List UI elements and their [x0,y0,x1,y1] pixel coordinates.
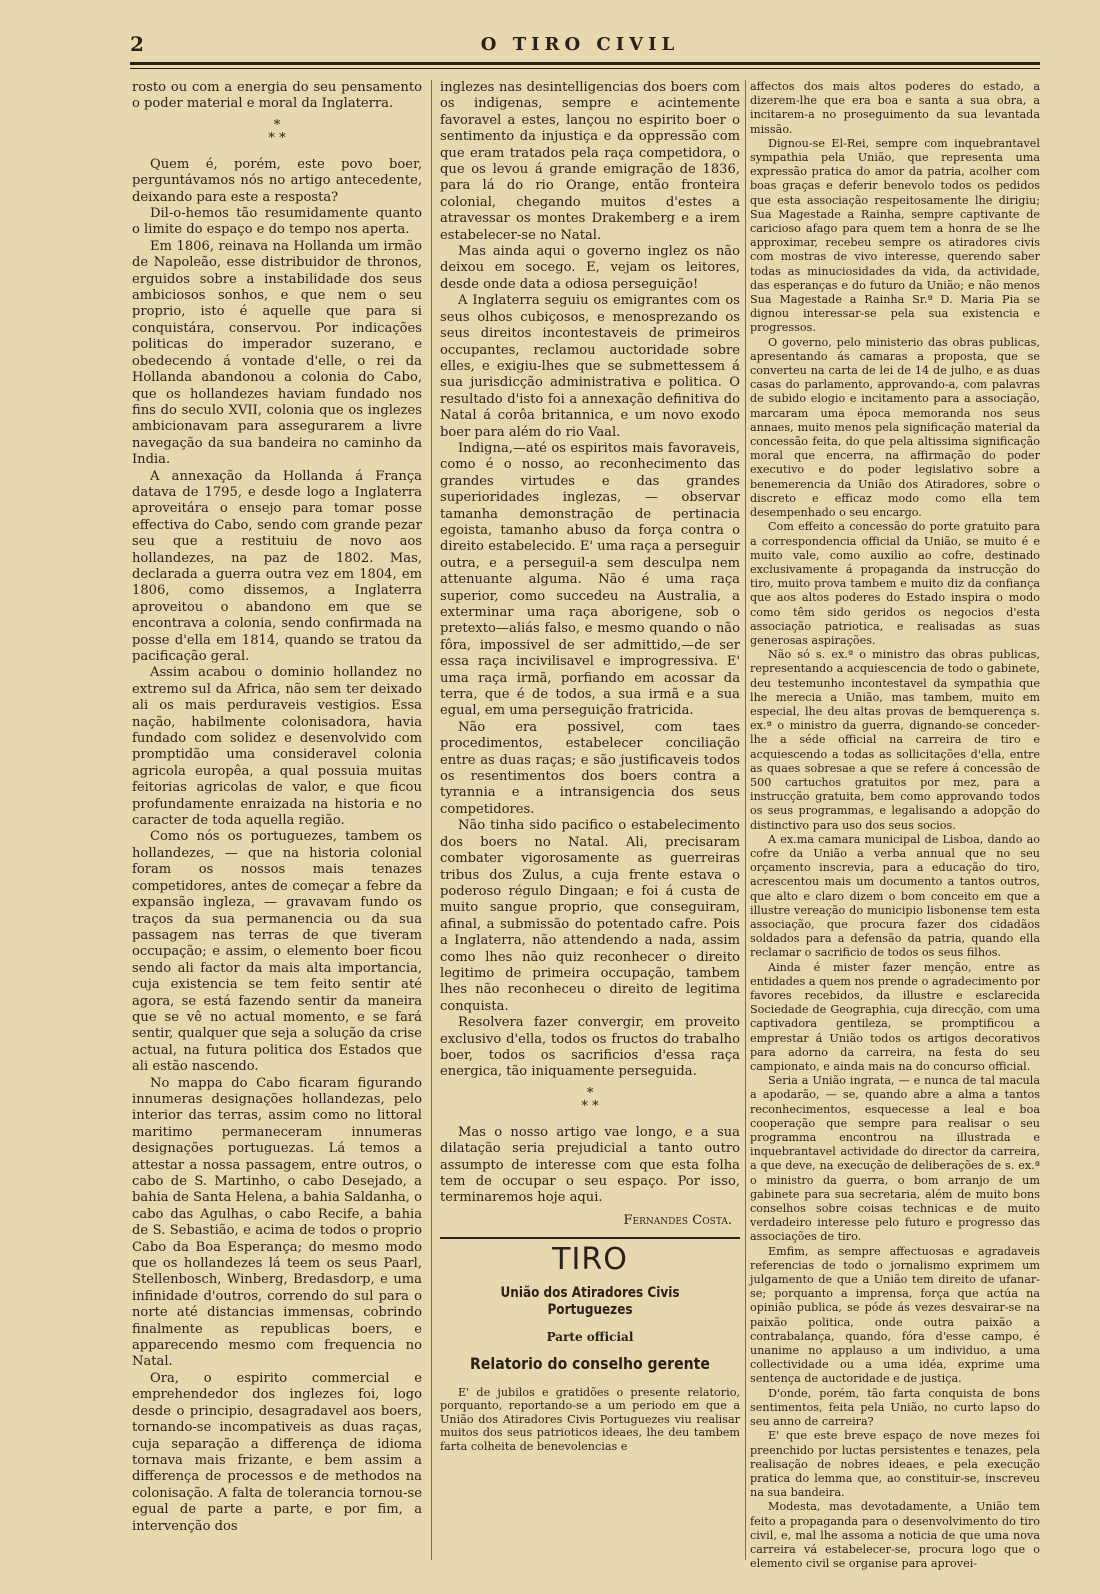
section-stars [440,1087,740,1113]
author-signature: Fernandes Costa. [623,1212,732,1228]
article-paragraph: O governo, pelo ministerio das obras publicas, apresentando ás camaras a proposta, que se converteu na carta de lei de 14 de julho, e as duas casas do parlamento, approvando-a, com palavras de subido elogio e incitamento para a associação, marcaram uma época memoranda nos seus annaes, muito menos pela significação material da concessão feita, do que pela altissima significação moral que encerra, na affirmação do poder executivo e do poder legislativo sobre a benemerencia da União dos Atiradores, sobre o discreto e efficaz modo como ella tem desempenhado o seu encargo. [750,335,1040,520]
header-rule-thin [130,68,1040,69]
column-1 [132,80,422,1560]
stars-top: * [273,117,281,133]
parte-official-heading: Parte official [546,1330,634,1345]
article-paragraph: Modesta, mas devotadamente, a União tem feito a propaganda para o desenvolvimento do tiro civil, e, mal lhe assoma a noticia de que uma nova carreira vá estabelecer-se, procura logo que o elemento civil se organise para aprovei- [750,1500,1040,1571]
union-heading: União dos Atiradores Civis Portuguezes [500,1285,680,1319]
section-rule [440,1237,740,1239]
article-paragraph: Emfim, as sempre affectuosas e agradaveis referencias de todo o jornalismo exprimem um julgamento de que a União tem direito de ufanar-se; porquanto a imprensa, força que actúa na opinião publica, se póde ás vezes desvairar-se na paixão politica, onde outra paixão a contrabalança, quando, fóra d'esse campo, é unanime no applauso a um individuo, a uma collectividade ou a uma idéa, exprime uma sentença de auctoridade e de justiça. [750,1244,1040,1386]
stars-bottom: * * [581,1098,599,1114]
section-stars [132,119,422,145]
article-paragraph: D'onde, porém, tão farta conquista de bons sentimentos, feita pela União, no curto lapso do seu anno de carreira? [750,1386,1040,1429]
article-paragraph: Ainda é mister fazer menção, entre as entidades a quem nos prende o agradecimento por favores recebidos, da illustre e esclarecida Sociedade de Geographia, cuja direcção, com uma captivadora gentileza, se promptificou a emprestar á União todos os artigos decorativos para adorno da carreira, na festa do seu campionato, e ainda mais na do concurso official. [750,960,1040,1074]
article-paragraph: E' de jubilos e gratidões o presente relatorio, porquanto, reportando-se a um periodo em que a União dos Atiradores Civis Portuguezes viu realisar muitos dos seus patrioticos ideaes, lhe deu tambem farta colheita de benevolencias e [440,1385,740,1453]
article-paragraph: Seria a União ingrata, — e nunca de tal macula a apodarão, — se, quando abre a alma a tantos reconhecimentos, esquecesse a leal e boa cooperação que sempre para realisar o seu programma encontrou na illustrada e inquebrantavel actividade do director da carreira, a que deve, na execução de deliberações de s. ex.ª o ministro da guerra, o bom arranjo de um gabinete para sua secretaria, além de muito bons conselhos sobre coisas technicas e de muito verdadeiro interesse pelo futuro e progresso das associações de tiro. [750,1074,1040,1244]
article-paragraph: Assim acabou o dominio hollandez no extremo sul da Africa, não sem ter deixado ali os mais perduraveis vestigios. Essa nação, habilmente colonisadora, havia fundado com solidez e desenvolvido com promptidão uma consideravel colonia agricola europêa, a qual possuia muitas feitorias agricolas de valor, e que ficou profundamente enraizada na historia e no caracter de toda aquella região. [132,665,422,829]
article-paragraph: rosto ou com a energia do seu pensamento o poder material e moral da Inglaterra. [132,80,422,112]
article-paragraph: Com effeito a concessão do porte gratuito para a correspondencia official da União, se muito é e muito vale, como auxilio ao cofre, destinado exclusivamente á propaganda da instrucção do tiro, muito prova tambem e muito diz da confiança que aos altos poderes do Estado inspira o modo como têm sido geridos os negocios d'esta associação patriotica, e realisadas as suas generosas aspirações. [750,520,1040,647]
header-rule-thick [130,62,1040,65]
article-paragraph: Não tinha sido pacifico o estabelecimento dos boers no Natal. Ali, precisaram combater vigorosamente as guerreiras tribus dos Zulus, a cuja frente estava o poderoso régulo Dingaan; e foi á custa de muito sangue proprio, que conseguiram, afinal, a submissão do potentado cafre. Pois a Inglaterra, não attendendo a nada, assim como lhes não quiz reconhecer o direito legitimo de primeira occupação, tambem lhes não reconheceu o direito de legitima conquista. [440,818,740,1014]
article-paragraph: No mappa do Cabo ficaram figurando innumeras designações hollandezas, pelo interior das terras, assim como no littoral maritimo permaneceram innumeras designações portuguezas. Lá temos a attestar a nossa passagem, entre outros, o cabo de S. Martinho, o cabo Desejado, a bahia de Santa Helena, a bahia Saldanha, o cabo das Agulhas, o cabo Recife, a bahia de S. Sebastião, e acima de todos o proprio Cabo da Boa Esperança; do mesmo modo que os hollandezes lá teem os seus Paarl, Stellenbosch, Winberg, Bredasdorp, e uma infinidade d'outros, correndo do sul para o norte até distancias immensas, cobrindo finalmente as republicas boers, e apparecendo mesmo com frequencia no Natal. [132,1075,422,1370]
page-number: 2 [130,32,144,56]
article-paragraph: Resolvera fazer convergir, em proveito exclusivo d'ella, todos os fructos do trabalho boer, todos os sacrificios d'essa raça energica, tão iniquamente perseguida. [440,1015,740,1080]
article-paragraph: Mas ainda aqui o governo inglez os não deixou em socego. E, vejam os leitores, desde onde data a odiosa perseguição! [440,244,740,292]
article-paragraph: Como nós os portuguezes, tambem os hollandezes, — que na historia colonial foram os nossos mais tenazes competidores, antes de começar a febre da expansão ingleza, — gravavam fundo os traços da sua permanencia ou da sua passagem nas terras de que tiveram occupação; e assim, o elemento boer ficou sendo ali factor da mais alta importancia, cuja existencia se tem feito sentir até agora, se está fazendo sentir da maneira que se vê no actual momento, e se fará sentir, qualquer que seja a solução da crise actual, na futura politica dos Estados que ali estão nascendo. [132,829,422,1075]
article-paragraph: inglezes nas desintelligencias dos boers com os indigenas, sempre e acintemente favoravel a estes, lançou no espirito boer o sentimento da injustiça e da oppressão com que eram tratados pela raça competidora, o que os levou á grande emigração de 1836, para lá do rio Orange, então fronteira colonial, chegando muitos d'estes a atravessar os montes Drakemberg e a irem estabelecer-se no Natal. [440,80,740,243]
article-paragraph: Em 1806, reinava na Hollanda um irmão de Napoleão, esse distribuidor de thronos, erguidos sobre a instabilidade dos seus ambiciosos sonhos, e que nem o seu proprio, isto é aquelle que para si conquistára, conservou. Por indicações politicas do imperador suzerano, e obedecendo á vontade d'elle, o rei da Hollanda abandonou a colonia do Cabo, que os hollandezes haviam fundado nos fins do seculo XVII, colonia que os inglezes ambicionavam para assegurarem a livre navegação da sua bandeira no caminho da India. [132,238,422,468]
article-paragraph: E' que este breve espaço de nove mezes foi preenchido por luctas persistentes e tenazes, pela realisação de nobres ideaes, e pela execução pratica do lemma que, ao constituir-se, inscreveu na sua bandeira. [750,1429,1040,1500]
article-paragraph: A Inglaterra seguiu os emigrantes com os seus olhos cubiçosos, e menosprezando os seus direitos incontestaveis de primeiros occupantes, reclamou auctoridade sobre elles, e exigiu-lhes que se submettessem á sua jurisdicção administrativa e politica. O resultado d'isto foi a annexação definitiva do Natal á corôa britannica, e um novo exodo boer para além do rio Vaal. [440,293,740,440]
article-paragraph: Não só s. ex.ª o ministro das obras publicas, representando a acquiescencia de todo o gabinete, deu testemunho incontestavel da sympathia que lhe merecia a União, mas tambem, muito em especial, lhe deu altas provas de bemquerença s. ex.ª o ministro da guerra, dignando-se conceder-lhe a séde official na carreira de tiro e acquiescendo a todas as sollicitações d'ella, entre as quaes sobresae a que se refere á concessão de 500 cartuchos gratuitos por mez, para a instrucção gratuita, bem como approvando todos os seus programmas, e legalisando a adopção do distinctivo para uso dos seus socios. [750,648,1040,832]
stars-top: * [586,1085,594,1101]
column-separator-2 [745,80,746,1560]
article-paragraph: affectos dos mais altos poderes do estado, a dizerem-lhe que era boa e santa a sua obra, a incitarem-a no proseguimento da sua levantada missão. [750,80,1040,136]
article-paragraph: Dil-o-hemos tão resumidamente quanto o limite do espaço e do tempo nos aperta. [132,206,422,238]
article-paragraph: Mas o nosso artigo vae longo, e a sua dilatação seria prejudicial a tanto outro assumpto de interesse com que esta folha tem de occupar o seu espaço. Por isso, terminaremos hoje aqui. [440,1124,740,1206]
column-separator-1 [431,80,432,1560]
article-paragraph: A annexação da Hollanda á França datava de 1795, e desde logo a Inglaterra aproveitára o ensejo para tomar posse effectiva do Cabo, sendo com grande pezar seu que a restituiu de novo aos hollandezes, na paz de 1802. Mas, declarada a guerra outra vez em 1804, em 1806, como dissemos, a Inglaterra aproveitou o abandono em que se encontrava a colonia, sendo confirmada na posse d'ella em 1814, quando se tratou da pacificação geral. [132,468,422,664]
column-2 [440,80,740,1560]
article-paragraph: Indigna,—até os espiritos mais favoraveis, como é o nosso, ao reconhecimento das grandes virtudes e das grandes superioridades inglezas, — observar tamanha demonstração de pertinacia egoista, tamanho abuso da força contra o direito estabelecido. E' uma raça a perseguir outra, e a perseguil-a sem desculpa nem attenuante alguma. Não é uma raça superior, como succedeu na Australia, a exterminar uma raça aborigene, sob o pretexto—aliás falso, e mesmo quando o não fôra, impossivel de ser admittido,—de ser essa raça incivilisavel e improgressiva. E' uma raça irmã, porfiando em acossar da terra, que é de todos, a sua irmã e a sua egual, em uma perseguição fratricida. [440,440,740,719]
article-paragraph: Ora, o espirito commercial e emprehendedor dos inglezes foi, logo desde o principio, desagradavel aos boers, tornando-se incompativeis as duas raças, cuja separação a differença de idioma tornava mais frizante, e bem assim a differença de processos e de methodos na colonisação. A falta de tolerancia tornou-se egual de parte a parte, e por fim, a intervenção dos [132,1370,422,1534]
article-paragraph: Não era possivel, com taes procedimentos, estabelecer conciliação entre as duas raças; e são justificaveis todos os resentimentos dos boers contra a tyrannia e a intransigencia dos seus competidores. [440,719,740,817]
stars-bottom: * * [268,130,286,146]
report-heading: Relatorio do conselho gerente [470,1353,710,1373]
article-paragraph: Dignou-se El-Rei, sempre com inquebrantavel sympathia pela União, que representa uma expressão pratica do amor da patria, acolher com boas graças e deferir benevolo todos os pedidos que esta associação respeitosamente lhe dirigiu; Sua Magestade a Rainha, sempre captivante de caricioso afago para quem tem a honra de se lhe approximar, recebeu sempre os atiradores civis com mostras de vivo interesse, querendo saber todas as minuciosidades da vida, da actividade, das esperanças e do futuro da União; e não menos Sua Magestade a Rainha Sr.ª D. Maria Pia se dignou interessar-se pela sua existencia e progressos. [750,136,1040,335]
newspaper-title: O TIRO CIVIL [480,34,680,55]
article-paragraph: A ex.ma camara municipal de Lisboa, dando ao cofre da União a verba annual que no seu orçamento inscrevia, para a educação do tiro, acrescentou mais um documento a tantos outros, que alto e claro dizem o bom conceito em que a illustre vereação do municipio lisbonense tem esta associação, que procura fazer dos cidadãos soldados para a defensão da patria, quando ella reclamar o sacrificio de todos os seus filhos. [750,832,1040,960]
masthead [130,30,1030,62]
section-heading-tiro: TIRO [552,1242,628,1278]
article-paragraph: Quem é, porém, este povo boer, perguntávamos nós no artigo antecedente, deixando para este a resposta? [132,156,422,205]
column-3 [750,80,1040,1571]
